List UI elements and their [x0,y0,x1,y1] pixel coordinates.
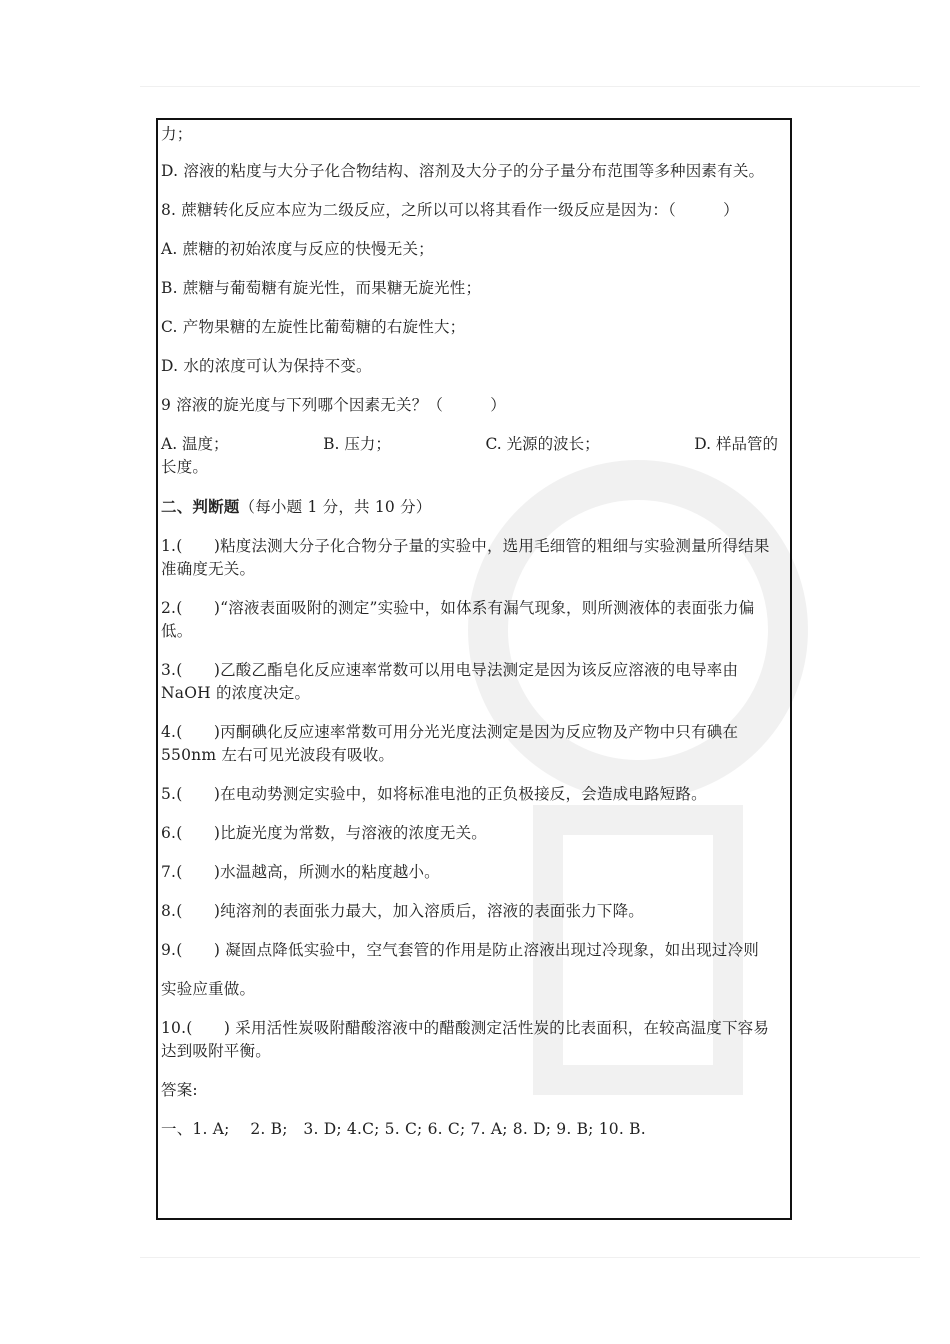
question-9: 9 溶液的旋光度与下列哪个因素无关？（ ） [161,396,506,414]
section-2-heading [161,495,778,519]
q8-option-b: B. 蔗糖与葡萄糖有旋光性，而果糖无旋光性； [161,279,482,297]
q8-option-a: A. 蔗糖的初始浓度与反应的快慢无关； [161,240,434,258]
judge-item-6: 6.( )比旋光度为常数，与溶液的浓度无关。 [161,824,487,842]
judge-item-3: 3.( )乙酸乙酯皂化反应速率常数可以用电导法测定是因为该反应溶液的电导率由 NaOH 的浓度决定。 [161,661,744,702]
q9-option-d-tail: 长度。 [161,458,209,476]
judge-item-1: 1.( )粘度法测大分子化合物分子量的实验中，选用毛细管的粗细与实验测量所得结果准确度无关。 [161,537,770,578]
q9-option-d: D. 样品管的 [694,435,778,453]
q9-option-b: B. 压力； [323,435,391,453]
q8-option-c: C. 产物果糖的左旋性比葡萄糖的右旋性大； [161,318,466,336]
judge-item-8: 8.( )纯溶剂的表面张力最大，加入溶质后，溶液的表面张力下降。 [161,902,644,920]
text-line: 力； [161,125,193,143]
page-bottom-rule [140,1257,920,1258]
judge-item-9: 9.( ) 凝固点降低实验中，空气套管的作用是防止溶液出现过冷现象，如出现过冷则 [161,941,760,959]
judge-item-5: 5.( )在电动势测定实验中，如将标准电池的正负极接反，会造成电路短路。 [161,785,707,803]
q7-option-d: D. 溶液的粘度与大分子化合物结构、溶剂及大分子的分子量分布范围等多种因素有关。 [161,162,765,180]
q9-option-c: C. 光源的波长； [485,435,600,453]
judge-item-2: 2.( )“溶液表面吸附的测定”实验中，如体系有漏气现象，则所测液体的表面张力偏低。 [161,599,755,640]
document-frame [156,118,792,1220]
judge-item-9-cont: 实验应重做。 [161,980,256,998]
question-8: 8. 蔗糖转化反应本应为二级反应，之所以可以将其看作一级反应是因为：（ ） [161,201,739,219]
section-2-title: 二、判断题 [161,497,240,516]
q8-option-d: D. 水的浓度可认为保持不变。 [161,357,372,375]
judge-item-4: 4.( )丙酮碘化反应速率常数可用分光光度法测定是因为反应物及产物中只有碘在 550nm 左右可见光波段有吸收。 [161,723,744,764]
answers-line: 一、1. A; 2. B; 3. D; 4.C; 5. C; 6. C; 7. A; 8. D; 9. B; 10. B. [161,1120,646,1138]
q9-option-a: A. 温度； [161,435,229,453]
answers-label: 答案: [161,1081,198,1099]
judge-item-7: 7.( )水温越高，所测水的粘度越小。 [161,863,440,881]
page-top-rule [140,86,920,87]
section-2-note: （每小题 1 分，共 10 分） [239,498,432,516]
q9-options [161,433,778,479]
judge-item-10: 10.( ) 采用活性炭吸附醋酸溶液中的醋酸测定活性炭的比表面积，在较高温度下容易达到吸附平衡。 [161,1019,770,1060]
